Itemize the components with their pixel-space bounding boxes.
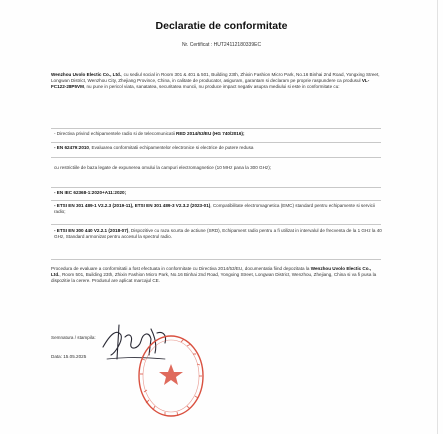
directive-red-code: RED 2014/53/EU (HG 740/2016);: [176, 131, 245, 136]
procedure-company: Wenzhou Uvolo Electic Co., Ltd.: [51, 266, 372, 278]
separator: [51, 142, 381, 143]
separator: [51, 224, 381, 225]
manufacturer-name: Wenzhou Uvolo Electic Co., Ltd.: [51, 72, 122, 77]
etsi-440-item: [51, 228, 384, 240]
directive-red-prefix: - Directiva privind echipamentele radio si de telecomunicatii: [54, 131, 177, 136]
intro-paragraph: [51, 72, 381, 91]
etsi-440-text: , Dispozitive cu raza scurta de actiune (SRD), Echipament radio pentru a fi utilizat in intervalul de frecventa de la 1 GHz la 40 GHz, Standard armonizat pentru accesul la spectrul radio.: [54, 228, 382, 240]
procedure-paragraph: [51, 266, 381, 285]
etsi-489-code: - ETSI EN 301 489-1 V2.2.3 (2019-11), ETSI EN 301 489-3 V2.3.2 (2023-01): [54, 203, 211, 208]
en-62479-text: , Evaluarea conformitatii echipamentelor electronice si electrice de putere redusa: [89, 145, 254, 150]
directive-red-item: [51, 131, 384, 137]
signature-label: Semnatura / stampila:: [51, 335, 96, 340]
separator: [51, 200, 381, 201]
company-seal-stamp: [135, 330, 205, 422]
certificate-number: Nr. Certificat : HUT24112180339EC: [181, 42, 262, 48]
star-icon: [159, 364, 183, 385]
separator: [51, 259, 381, 260]
document-title: Declaratie de conformitate: [155, 20, 288, 32]
etsi-440-code: - ETSI EN 300 440 V2.2.1 (2018-07): [54, 228, 129, 233]
separator: [51, 157, 381, 158]
en-62479-code: - EN 62479:2010: [54, 145, 89, 150]
product-model: VL- FC122-28P5VM: [51, 78, 370, 90]
intro-text: , cu sediul social in Room 301 & 401 & 501, Building 23th, Zhixin Fashion Micro Park, No.16 Binhai 2nd Road, Yongxing Street, Longwan District, Wenzhou City, Zhejiang Province, China, in calitate de producator, asiguram, garantam si declaram pe proprie raspundere ca produsul: [51, 72, 380, 84]
procedure-text: Procedura de evaluare a conformitatii a fost efectuata in conformitate cu Directiva 2014/53/EU, documentatia fiind depozitata la: [51, 266, 311, 271]
etsi-489-text: , Compatibilitate electromagnetica (EMC) standard pentru echipamente si servicii radio;: [54, 203, 375, 215]
intro-text-end: , nu pune in pericol viata, sanatatea, securitatea muncii, nu produce impact negativ asupra mediului si este in conformitate cu:: [83, 84, 340, 90]
procedure-text-end: , Room 501, Building 23th, Zhixin Fashion Micro Park, No.16 Binhai 2nd Road, Yongxing Street, Longwan District, Wenzhou, Zhejiang, China si va fi pusa la dispozitie la cerere. Produsul are aplicat marcajul CE.: [51, 272, 377, 284]
en-62479-continuation: cu restrictiile de baza legate de expunerea omului la campuri electromagnetice (10 MHz pana la 300 GHz);: [54, 165, 272, 170]
etsi-489-item: [51, 203, 384, 215]
en-62479-item: [51, 145, 384, 151]
page-edge-rule: [437, 0, 438, 434]
en-62368-item: - EN IEC 62368-1:2020+A11:2020;: [54, 190, 127, 195]
date-label: Data: 15.05.2025: [51, 354, 87, 359]
separator: [51, 187, 381, 188]
separator: [51, 128, 381, 129]
